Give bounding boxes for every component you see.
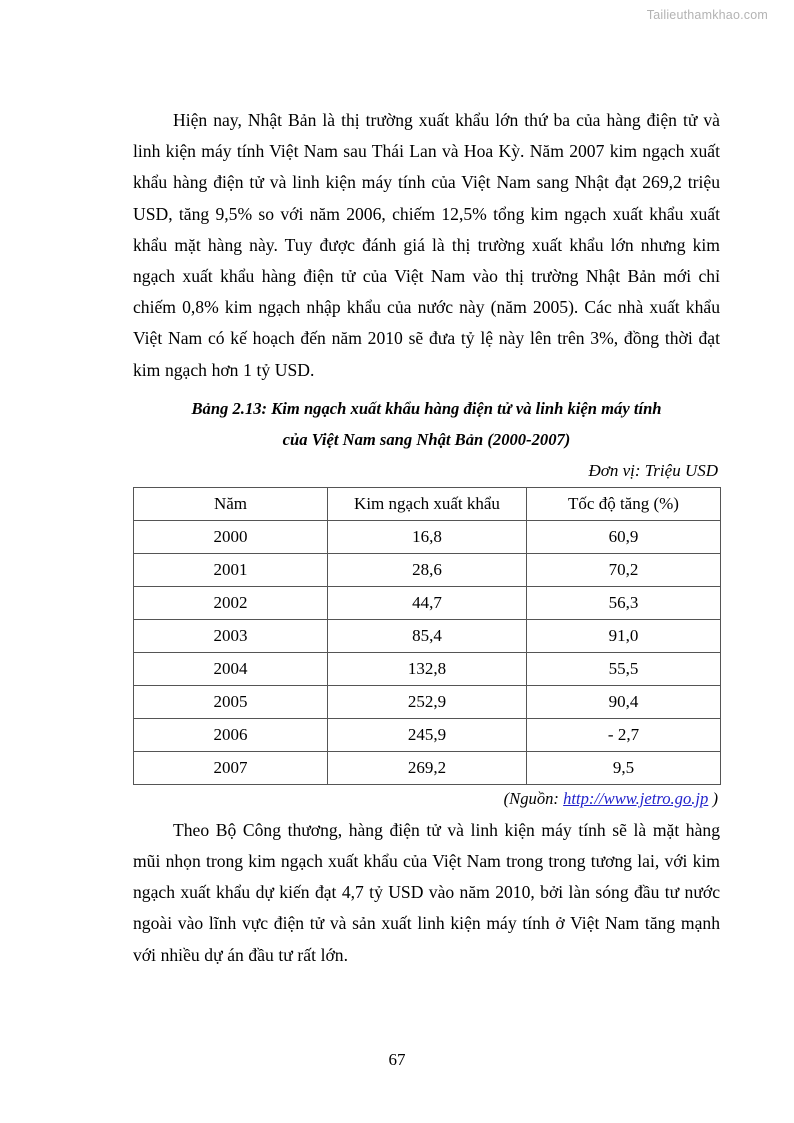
table-row [134, 520, 721, 553]
table-row [134, 685, 721, 718]
cell-year: 2001 [134, 553, 328, 586]
intro-paragraph: Hiện nay, Nhật Bản là thị trường xuất khẩu lớn thứ ba của hàng điện tử và linh kiện máy tính Việt Nam sau Thái Lan và Hoa Kỳ. Năm 2007 kim ngạch xuất khẩu hàng điện tử và linh kiện máy tính của Việt Nam sang Nhật đạt 269,2 triệu USD, tăng 9,5% so với năm 2006, chiếm 12,5% tổng kim ngạch xuất khẩu xuất khẩu mặt hàng này. Tuy được đánh giá là thị trường xuất khẩu lớn nhưng kim ngạch xuất khẩu hàng điện tử của Việt Nam vào thị trường Nhật Bản mới chỉ chiếm 0,8% kim ngạch nhập khẩu của nước này (năm 2005). Các nhà xuất khẩu Việt Nam có kế hoạch đến năm 2010 sẽ đưa tỷ lệ này lên trên 3%, đồng thời đạt kim ngạch hơn 1 tỷ USD. [133, 110, 720, 380]
table-row [134, 619, 721, 652]
page-number: 67 [388, 1050, 406, 1069]
cell-year: 2004 [134, 652, 328, 685]
table-unit-label: Đơn vị: Triệu USD [588, 460, 718, 480]
cell-value: 44,7 [328, 586, 527, 619]
cell-year: 2003 [134, 619, 328, 652]
page-content [133, 105, 720, 971]
column-header-rate: Tốc độ tăng (%) [527, 487, 721, 520]
cell-value: 16,8 [328, 520, 527, 553]
cell-year: 2005 [134, 685, 328, 718]
table-header-row [134, 487, 721, 520]
cell-value: 132,8 [328, 652, 527, 685]
source-prefix: (Nguồn: [503, 788, 564, 808]
table-row [134, 718, 721, 751]
column-header-year: Năm [134, 487, 328, 520]
table-caption-line-1: Bảng 2.13: Kim ngạch xuất khẩu hàng điện tử và linh kiện máy tính [191, 398, 662, 418]
cell-value: 269,2 [328, 751, 527, 784]
cell-year: 2000 [134, 520, 328, 553]
cell-value: 85,4 [328, 619, 527, 652]
table-source-line [133, 789, 720, 809]
table-row [134, 586, 721, 619]
cell-rate: 70,2 [527, 553, 721, 586]
cell-rate: - 2,7 [527, 718, 721, 751]
cell-year: 2007 [134, 751, 328, 784]
table-caption-line-2: của Việt Nam sang Nhật Bản (2000-2007) [282, 429, 571, 449]
table-row [134, 652, 721, 685]
table-row [134, 751, 721, 784]
cell-year: 2006 [134, 718, 328, 751]
cell-rate: 91,0 [527, 619, 721, 652]
cell-value: 28,6 [328, 553, 527, 586]
column-header-value: Kim ngạch xuất khẩu [328, 487, 527, 520]
source-suffix: ) [708, 788, 718, 808]
table-row [134, 553, 721, 586]
cell-rate: 60,9 [527, 520, 721, 553]
cell-rate: 55,5 [527, 652, 721, 685]
cell-value: 252,9 [328, 685, 527, 718]
export-turnover-table [133, 487, 721, 785]
cell-rate: 90,4 [527, 685, 721, 718]
cell-value: 245,9 [328, 718, 527, 751]
watermark-label: Tailieuthamkhao.com [646, 8, 768, 22]
cell-rate: 56,3 [527, 586, 721, 619]
conclusion-paragraph: Theo Bộ Công thương, hàng điện tử và linh kiện máy tính sẽ là mặt hàng mũi nhọn trong kim ngạch xuất khẩu của Việt Nam trong trong tương lai, với kim ngạch xuất khẩu dự kiến đạt 4,7 tỷ USD vào năm 2010, bởi làn sóng đầu tư nước ngoài vào lĩnh vực điện tử và sản xuất linh kiện máy tính ở Việt Nam tăng mạnh với nhiều dự án đầu tư rất lớn. [133, 819, 720, 965]
cell-year: 2002 [134, 586, 328, 619]
table-caption [133, 393, 720, 455]
source-url-link[interactable]: http://www.jetro.go.jp [563, 788, 709, 808]
cell-rate: 9,5 [527, 751, 721, 784]
